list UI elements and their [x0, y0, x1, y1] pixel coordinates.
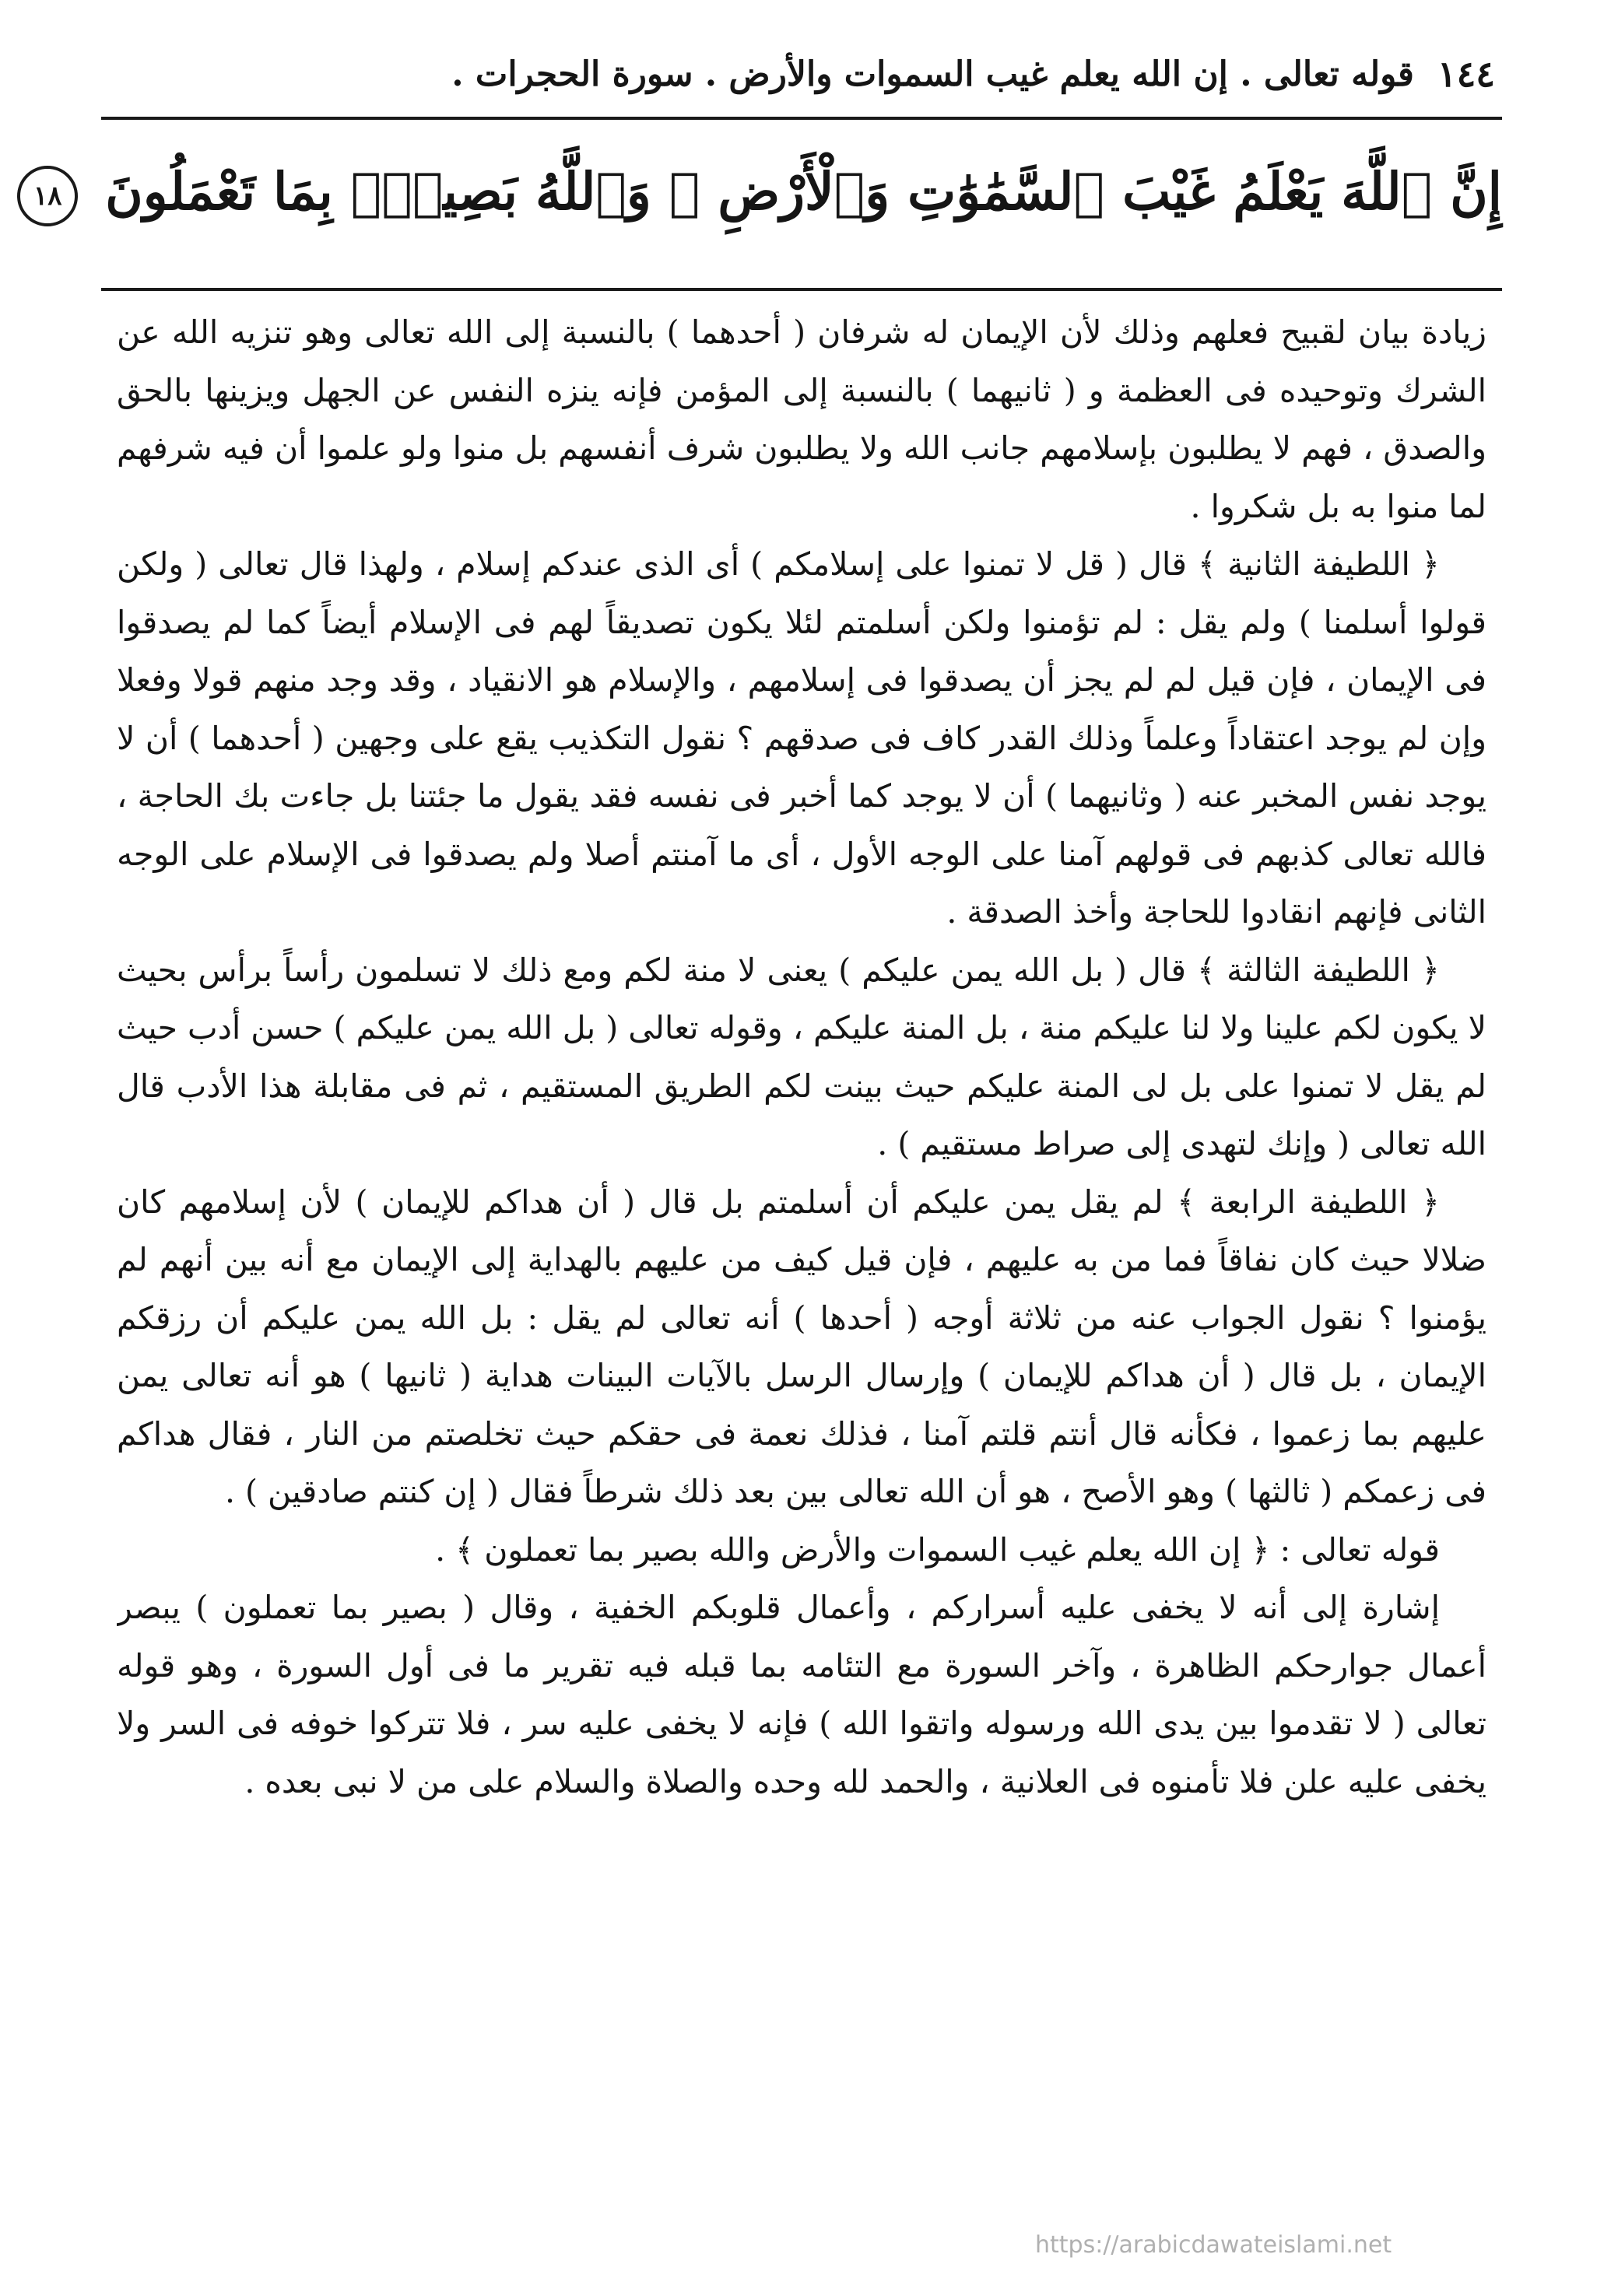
header-rule [101, 117, 1502, 120]
ayah-number-marker: ١٨ [17, 166, 78, 226]
paragraph-intro: زيادة بيان لقبيح فعلهم وذلك لأن الإيمان له شرفان ( أحدهما ) بالنسبة إلى الله تعالى وهو تنزيه الله عن الشرك وتوحيده فى العظمة و ( ثانيهما ) بالنسبة إلى المؤمن فإنه ينزه النفس عن الجهل ويزينها بالحق والصدق ، فهم لا يطلبون بإسلامهم جانب الله ولا يطلبون شرف أنفسهم بل منوا ولو علموا أن فيه شرفهم لما منوا به بل شكروا . [117, 314, 1486, 525]
quran-verse-heading [33, 156, 1502, 227]
page-header [133, 47, 1495, 101]
paragraph-verse-quote: قوله تعالى : ﴿ إن الله يعلم غيب السموات والأرض والله بصير بما تعملون ﴾ . [435, 1530, 1440, 1569]
verse-rule [101, 288, 1502, 291]
verse-text: إِنَّ ٱللَّهَ يَعْلَمُ غَيْبَ ٱلسَّمَٰوَٰتِ وَٱلْأَرْضِ ۚ وَٱللَّهُ بَصِيرٌۢ بِمَا تَعْمَلُونَ [105, 161, 1502, 222]
paragraph-conclusion: إشارة إلى أنه لا يخفى عليه أسراركم ، وأعمال قلوبكم الخفية ، وقال ( بصير بما تعملون ) يبصر أعمال جوارحكم الظاهرة ، وآخر السورة مع التئامه بما قبله فيه تقرير ما فى أول السورة ، وهو قوله تعالى ( لا تقدموا بين يدى الله ورسوله واتقوا الله ) فإنه لا يخفى عليه سر ، فلا تتركوا خوفه فى السر ولا يخفى عليه علن فلا تأمنوه فى العلانية ، والحمد لله وحده والصلاة والسلام على من لا نبى بعده . [117, 1589, 1486, 1800]
source-watermark: https://arabicdawateislami.net [1035, 2231, 1392, 2259]
paragraph-second-subtlety: ﴿ اللطيفة الثانية ﴾ قال ( قل لا تمنوا على إسلامكم ) أى الذى عندكم إسلام ، ولهذا قال تعالى ( ولكن قولوا أسلمنا ) ولم يقل : لم تؤمنوا ولكن أسلمتم لئلا يكون تصديقاً لهم فى الإسلام أيضاً كما لم يصدقوا فى الإيمان ، فإن قيل لم لم يجز أن يصدقوا فى إسلامهم ، والإسلام هو الانقياد ، وقد وجد منهم قولا وفعلا وإن لم يوجد اعتقاداً وعلماً وذلك القدر كاف فى صدقهم ؟ نقول التكذيب يقع على وجهين ( أحدهما ) أن لا يوجد نفس المخبر عنه ( وثانيهما ) أن لا يوجد كما أخبر فى نفسه فقد يقول ما جئتنا بل جاءت بك الحاجة ، فالله تعالى كذبهم فى قولهم آمنا على الوجه الأول ، أى ما آمنتم أصلا ولم يصدقوا فى الإسلام على الوجه الثانى فإنهم انقادوا للحاجة وأخذ الصدقة . [117, 545, 1486, 931]
page-number: ١٤٤ [1437, 53, 1495, 95]
paragraph-third-subtlety: ﴿ اللطيفة الثالثة ﴾ قال ( بل الله يمن عليكم ) يعنى لا منة لكم ومع ذلك لا تسلمون رأساً برأس بحيث لا يكون لكم علينا ولا لنا عليكم منة ، بل المنة عليكم ، وقوله تعالى ( بل الله يمن عليكم ) حسن أدب حيث لم يقل لا تمنوا على بل لى المنة عليكم حيث بينت لكم الطريق المستقيم ، ثم فى مقابلة هذا الأدب قال الله تعالى ( وإنك لتهدى إلى صراط مستقيم ) . [117, 951, 1486, 1162]
running-title: قوله تعالى . إن الله يعلم غيب السموات والأرض . سورة الحجرات . [451, 54, 1414, 94]
commentary-body [117, 303, 1486, 2186]
paragraph-fourth-subtlety: ﴿ اللطيفة الرابعة ﴾ لم يقل يمن عليكم أن أسلمتم بل قال ( أن هداكم للإيمان ) لأن إسلامهم كان ضلالا حيث كان نفاقاً فما من به عليهم ، فإن قيل كيف من عليهم بالهداية إلى الإيمان مع أنه بين أنهم لم يؤمنوا ؟ نقول الجواب عنه من ثلاثة أوجه ( أحدها ) أنه تعالى لم يقل : بل الله يمن عليكم أن رزقكم الإيمان ، بل قال ( أن هداكم للإيمان ) وإرسال الرسل بالآيات البينات هداية ( ثانيها ) هو أنه تعالى يمن عليهم بما زعموا ، فكأنه قال أنتم قلتم آمنا ، فذلك نعمة فى حقكم حيث تخلصتم من النار ، فقال هداكم فى زعمكم ( ثالثها ) وهو الأصح ، هو أن الله تعالى بين بعد ذلك شرطاً فقال ( إن كنتم صادقين ) . [117, 1183, 1486, 1510]
